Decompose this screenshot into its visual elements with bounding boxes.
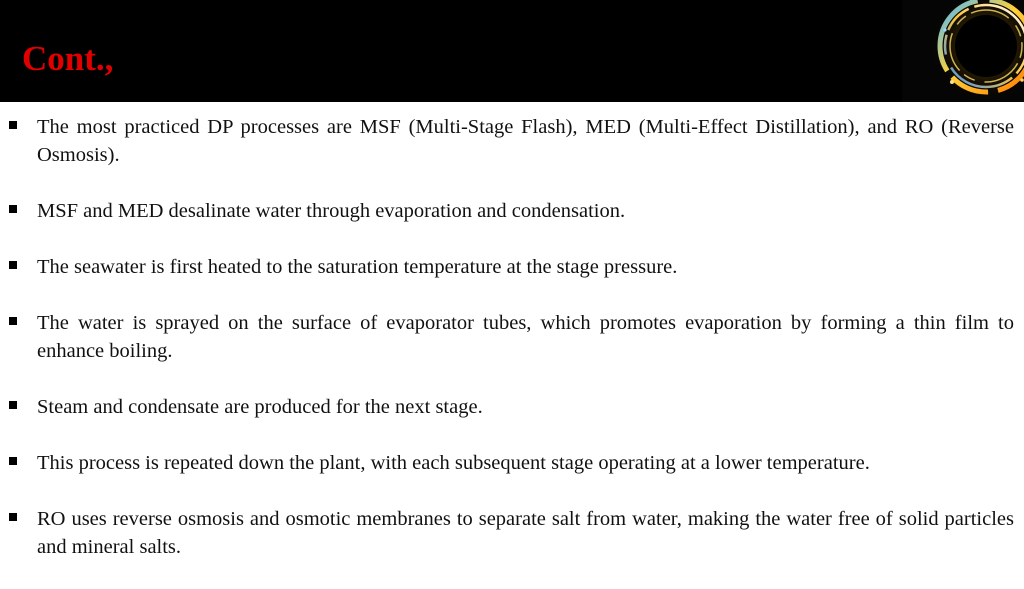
- square-bullet-icon: [9, 261, 17, 269]
- bullet-text: This process is repeated down the plant, with each subsequent stage operating at a lower temperature.: [37, 452, 870, 474]
- slide-title: Cont.,: [22, 39, 114, 78]
- square-bullet-icon: [9, 205, 17, 213]
- bullet-item: [0, 505, 1024, 561]
- square-bullet-icon: [9, 317, 17, 325]
- bullet-item: [0, 197, 1024, 225]
- bullet-text: The water is sprayed on the surface of evaporator tubes, which promotes evaporation by forming a thin film to enhance boiling.: [37, 312, 1014, 362]
- bullet-text: The most practiced DP processes are MSF (Multi-Stage Flash), MED (Multi-Effect Distillation), and RO (Reverse Osmosis).: [37, 116, 1014, 166]
- bullet-list: [0, 113, 1024, 589]
- bullet-item: [0, 309, 1024, 365]
- square-bullet-icon: [9, 513, 17, 521]
- bullet-text: Steam and condensate are produced for the next stage.: [37, 396, 483, 418]
- bullet-item: [0, 393, 1024, 421]
- bullet-item: [0, 253, 1024, 281]
- bullet-text: RO uses reverse osmosis and osmotic membranes to separate salt from water, making the water free of solid particles and mineral salts.: [37, 508, 1014, 558]
- square-bullet-icon: [9, 121, 17, 129]
- square-bullet-icon: [9, 401, 17, 409]
- bullet-item: [0, 113, 1024, 169]
- glowing-ring-icon: [902, 0, 1024, 102]
- bullet-text: MSF and MED desalinate water through evaporation and condensation.: [37, 200, 626, 222]
- bullet-text: The seawater is first heated to the saturation temperature at the stage pressure.: [37, 256, 678, 278]
- slide-header: [0, 0, 1024, 102]
- square-bullet-icon: [9, 457, 17, 465]
- bullet-item: [0, 449, 1024, 477]
